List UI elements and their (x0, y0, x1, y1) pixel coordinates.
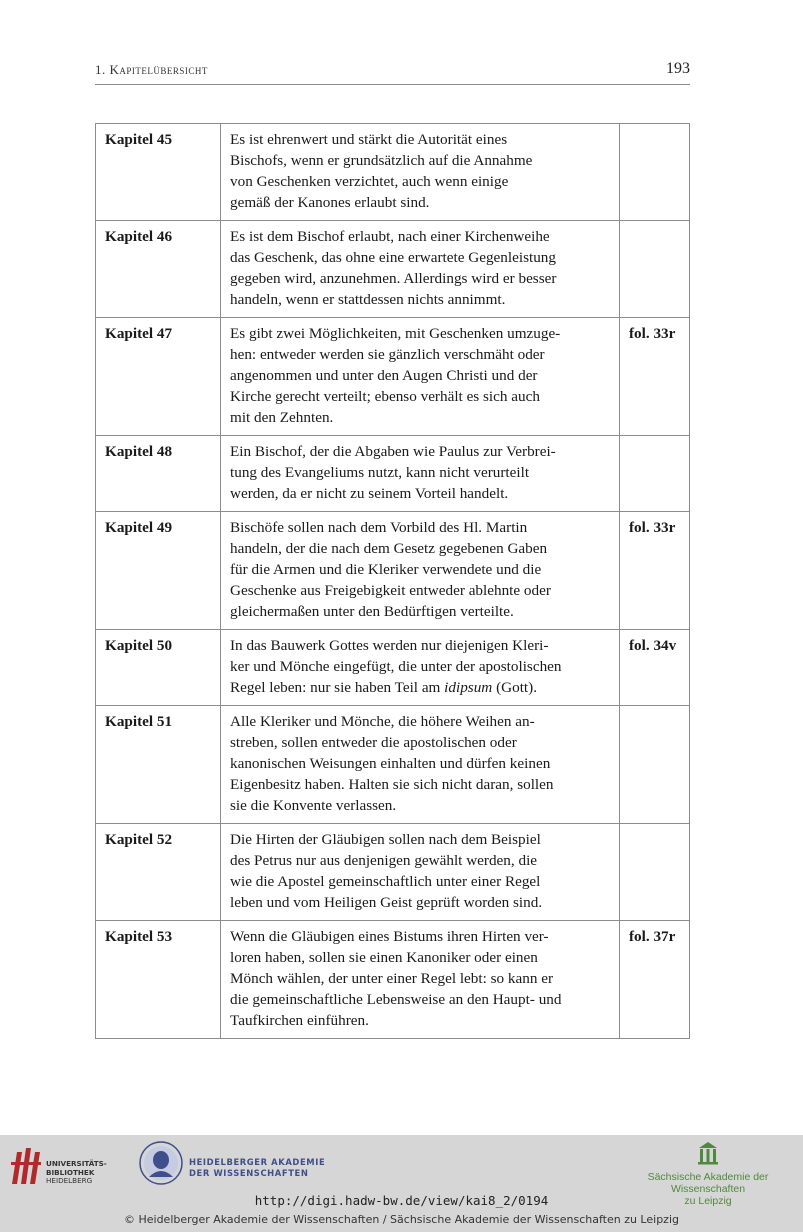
summary-cell (221, 318, 620, 436)
saw-logo-line: Sächsische Akademie der Wissenschaften (647, 1171, 769, 1195)
summary-line: handeln, der die nach dem Gesetz gegebenen Gaben (230, 540, 548, 557)
folio-cell: fol. 33r (620, 318, 690, 436)
folio-cell (620, 436, 690, 512)
summary-line: wie die Apostel gemeinschaftlich unter einer Regel (230, 873, 541, 890)
copyright-notice: © Heidelberger Akademie der Wissenschaften / Sächsische Akademie der Wissenschaften zu Leipzig (123, 1213, 679, 1226)
folio-cell: fol. 37r (620, 921, 690, 1039)
summary-line: leben und vom Heiligen Geist geprüft worden sind. (230, 894, 543, 911)
ub-heidelberg-mark-icon (9, 1144, 43, 1186)
footer-bar (0, 1135, 803, 1232)
summary-line: Es gibt zwei Möglichkeiten, mit Geschenken umzuge- (230, 325, 561, 342)
ub-logo-line: BIBLIOTHEK (46, 1167, 95, 1177)
summary-line: Es ist ehrenwert und stärkt die Autorität eines (230, 131, 508, 148)
summary-line: gegeben wird, anzunehmen. Allerdings wird er besser (230, 270, 557, 287)
summary-line: des Petrus nur aus denjenigen gewählt werden, die (230, 852, 538, 869)
folio-cell (620, 824, 690, 921)
chapter-overview-table (95, 123, 690, 1039)
summary-line: sie die Konvente verlassen. (230, 797, 397, 814)
summary-line: tung des Evangeliums nutzt, kann nicht verurteilt (230, 464, 530, 481)
summary-line: das Geschenk, das ohne eine erwartete Gegenleistung (230, 249, 556, 266)
summary-line: Eigenbesitz haben. Halten sie sich nicht daran, sollen (230, 776, 554, 793)
ub-heidelberg-logo[interactable] (9, 1144, 109, 1188)
table-body (96, 124, 690, 1039)
summary-line: Wenn die Gläubigen eines Bistums ihren Hirten ver- (230, 928, 549, 945)
summary-line: angenommen und unter den Augen Christi und der (230, 367, 538, 384)
folio-cell: fol. 34v (620, 630, 690, 706)
summary-line: Alle Kleriker und Mönche, die höhere Weihen an- (230, 713, 535, 730)
summary-cell (221, 221, 620, 318)
summary-cell (221, 124, 620, 221)
summary-cell (221, 706, 620, 824)
latin-term: idipsum (444, 679, 493, 696)
summary-line: mit den Zehnten. (230, 409, 334, 426)
summary-text: Regel leben: nur sie haben Teil am (230, 679, 445, 696)
summary-line (230, 677, 610, 698)
table-row (96, 436, 690, 512)
saw-logo-line: zu Leipzig (684, 1195, 732, 1207)
summary-line: Ein Bischof, der die Abgaben wie Paulus zur Verbrei- (230, 443, 556, 460)
ub-logo-line: UNIVERSITÄTS- (46, 1159, 107, 1168)
chapter-cell: Kapitel 48 (96, 436, 221, 512)
running-head-title: Kapitelübersicht (109, 62, 208, 77)
table-row (96, 630, 690, 706)
summary-line: streben, sollen entweder die apostolischen oder (230, 734, 517, 751)
summary-line: Mönch wählen, der unter einer Regel lebt: so kann er (230, 970, 554, 987)
table-row (96, 221, 690, 318)
saw-building-icon (697, 1141, 719, 1165)
summary-line: ker und Mönche eingefügt, die unter der apostolischen (230, 658, 562, 675)
chapter-cell: Kapitel 51 (96, 706, 221, 824)
summary-line: werden, da er nicht zu seinem Vorteil handelt. (230, 485, 509, 502)
summary-line: kanonischen Weisungen einhalten und dürfen keinen (230, 755, 551, 772)
summary-cell (221, 921, 620, 1039)
hadw-seal-icon (139, 1141, 183, 1185)
chapter-cell: Kapitel 49 (96, 512, 221, 630)
summary-line: Geschenke aus Freigebigkeit entweder ablehnte oder (230, 582, 551, 599)
running-head-number: 1. (95, 62, 106, 77)
summary-line: Kirche gerecht verteilt; ebenso verhält es sich auch (230, 388, 540, 405)
summary-line: die gemeinschaftliche Lebensweise an den Haupt- und (230, 991, 562, 1008)
chapter-cell: Kapitel 46 (96, 221, 221, 318)
chapter-cell: Kapitel 52 (96, 824, 221, 921)
summary-line: In das Bauwerk Gottes werden nur diejenigen Kleri- (230, 637, 549, 654)
folio-cell (620, 706, 690, 824)
chapter-cell: Kapitel 45 (96, 124, 221, 221)
permalink-url[interactable]: http://digi.hadw-bw.de/view/kai8_2/0194 (254, 1193, 549, 1208)
table-row (96, 512, 690, 630)
summary-line: gemäß der Kanones erlaubt sind. (230, 194, 430, 211)
running-header (95, 60, 690, 85)
table-row (96, 124, 690, 221)
table-row (96, 824, 690, 921)
folio-cell: fol. 33r (620, 512, 690, 630)
chapter-cell: Kapitel 50 (96, 630, 221, 706)
summary-line: handeln, wenn er stattdessen nichts annimmt. (230, 291, 506, 308)
summary-line: von Geschenken verzichtet, auch wenn einige (230, 173, 509, 190)
table-row (96, 706, 690, 824)
summary-cell (221, 436, 620, 512)
hadw-logo-text (189, 1157, 325, 1179)
hadw-logo-line: DER WISSENSCHAFTEN (189, 1168, 309, 1178)
hadw-logo-line: HEIDELBERGER AKADEMIE (189, 1157, 326, 1167)
folio-cell (620, 221, 690, 318)
summary-line: Es ist dem Bischof erlaubt, nach einer Kirchenweihe (230, 228, 550, 245)
table-row (96, 318, 690, 436)
summary-line: hen: entweder werden sie gänzlich verschmäht oder (230, 346, 545, 363)
summary-line: Bischofs, wenn er grundsätzlich auf die Annahme (230, 152, 533, 169)
summary-text: (Gott). (492, 679, 537, 696)
summary-line: Bischöfe sollen nach dem Vorbild des Hl. Martin (230, 519, 528, 536)
summary-line: Taufkirchen einführen. (230, 1012, 369, 1029)
folio-cell (620, 124, 690, 221)
summary-line: für die Armen und die Kleriker verwendete und die (230, 561, 542, 578)
hadw-logo[interactable] (139, 1141, 339, 1189)
ub-logo-text (46, 1160, 107, 1186)
summary-cell (221, 824, 620, 921)
summary-line: gleichermaßen unter den Bedürftigen verteilte. (230, 603, 514, 620)
page-number: 193 (666, 60, 690, 77)
summary-cell (221, 512, 620, 630)
running-head (95, 62, 208, 78)
summary-line: Die Hirten der Gläubigen sollen nach dem Beispiel (230, 831, 541, 848)
chapter-cell: Kapitel 53 (96, 921, 221, 1039)
chapter-cell: Kapitel 47 (96, 318, 221, 436)
table-row (96, 921, 690, 1039)
ub-logo-line: HEIDELBERG (46, 1176, 93, 1185)
summary-line: loren haben, sollen sie einen Kanoniker oder einen (230, 949, 538, 966)
summary-cell (221, 630, 620, 706)
